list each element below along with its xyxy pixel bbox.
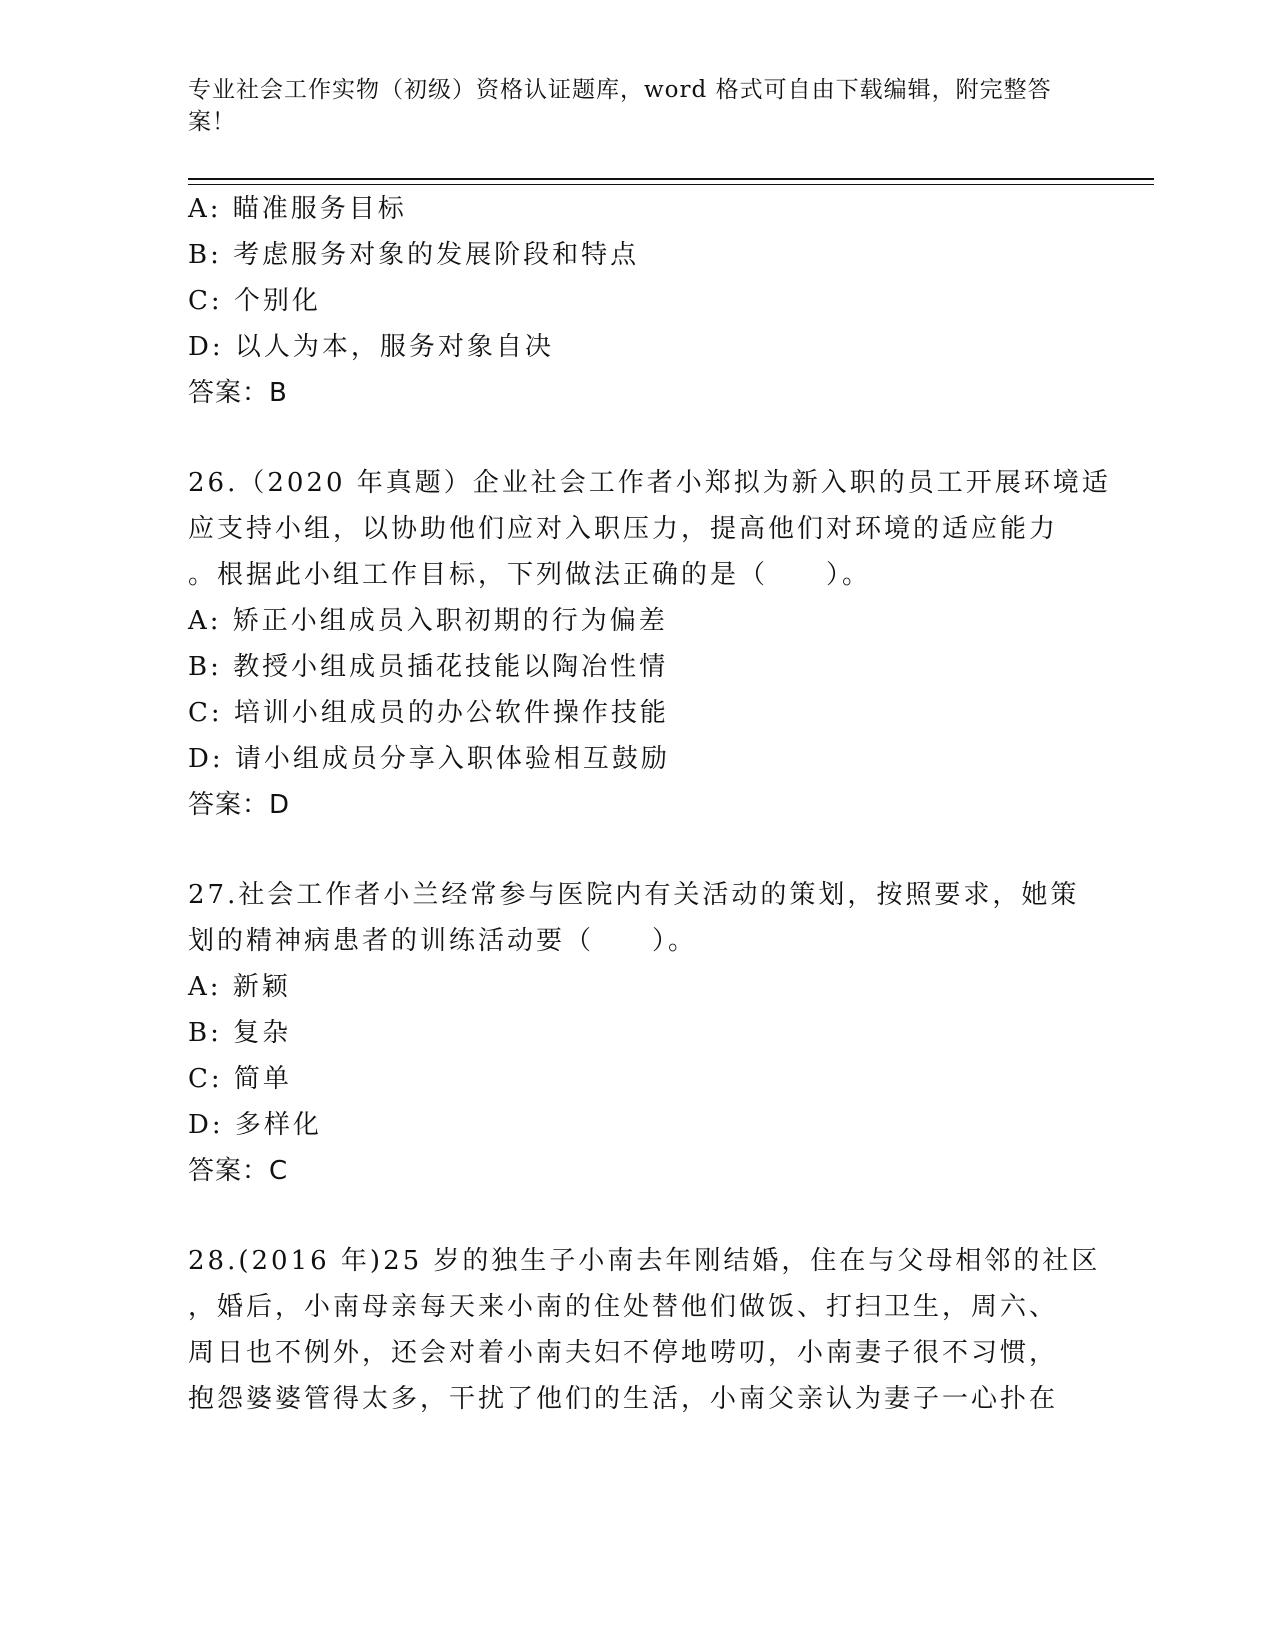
- question-27: [188, 872, 1088, 1194]
- question-text-line: 划的精神病患者的训练活动要（ ）。: [188, 926, 698, 956]
- document-header: [188, 74, 1068, 138]
- header-rule-bottom: [188, 184, 1154, 185]
- question-text-line: 27.社会工作者小兰经常参与医院内有关活动的策划，按照要求，她策: [188, 880, 1080, 910]
- question-text-line: 26.（2020 年真题）企业社会工作者小郑拟为新入职的员工开展环境适: [188, 468, 1111, 498]
- header-rule-top: [188, 178, 1154, 180]
- answer-text: 答案：B: [188, 378, 288, 408]
- option-b: B: 复杂: [188, 1018, 292, 1048]
- question-text-line: 周日也不例外，还会对着小南夫妇不停地唠叨，小南妻子很不习惯，: [188, 1338, 1059, 1368]
- question-text-line: 28.(2016 年)25 岁的独生子小南去年刚结婚，住在与父母相邻的社区: [188, 1246, 1101, 1276]
- answer-text: 答案：D: [188, 790, 291, 820]
- question-content: [188, 186, 1111, 1422]
- option-a: A: 新颖: [188, 972, 291, 1002]
- option-d: D: 以人为本，服务对象自决: [188, 332, 554, 362]
- question-text-line: 应支持小组，以协助他们应对入职压力，提高他们对环境的适应能力: [188, 514, 1059, 544]
- option-b: B: 考虑服务对象的发展阶段和特点: [188, 240, 640, 270]
- option-c: C: 个别化: [188, 286, 321, 316]
- question-text-line: 抱怨婆婆管得太多，干扰了他们的生活，小南父亲认为妻子一心扑在: [188, 1384, 1059, 1414]
- header-line-1: 专业社会工作实物（初级）资格认证题库，word 格式可自由下载编辑，附完整答: [188, 77, 1052, 103]
- option-c: C: 培训小组成员的办公软件操作技能: [188, 698, 669, 728]
- header-line-2: 案！: [188, 109, 236, 135]
- option-a: A: 矫正小组成员入职初期的行为偏差: [188, 606, 668, 636]
- question-28: [188, 1238, 1101, 1422]
- option-d: D: 多样化: [188, 1110, 322, 1140]
- option-b: B: 教授小组成员插花技能以陶冶性情: [188, 652, 669, 682]
- question-text-line: 。根据此小组工作目标，下列做法正确的是（ ）。: [188, 560, 872, 590]
- question-text-line: ，婚后，小南母亲每天来小南的住处替他们做饭、打扫卫生，周六、: [188, 1292, 1059, 1322]
- question-25: [188, 186, 1088, 416]
- option-a: A: 瞄准服务目标: [188, 194, 407, 224]
- option-d: D: 请小组成员分享入职体验相互鼓励: [188, 744, 670, 774]
- question-26: [188, 460, 1111, 828]
- option-c: C: 简单: [188, 1064, 292, 1094]
- answer-text: 答案：C: [188, 1156, 289, 1186]
